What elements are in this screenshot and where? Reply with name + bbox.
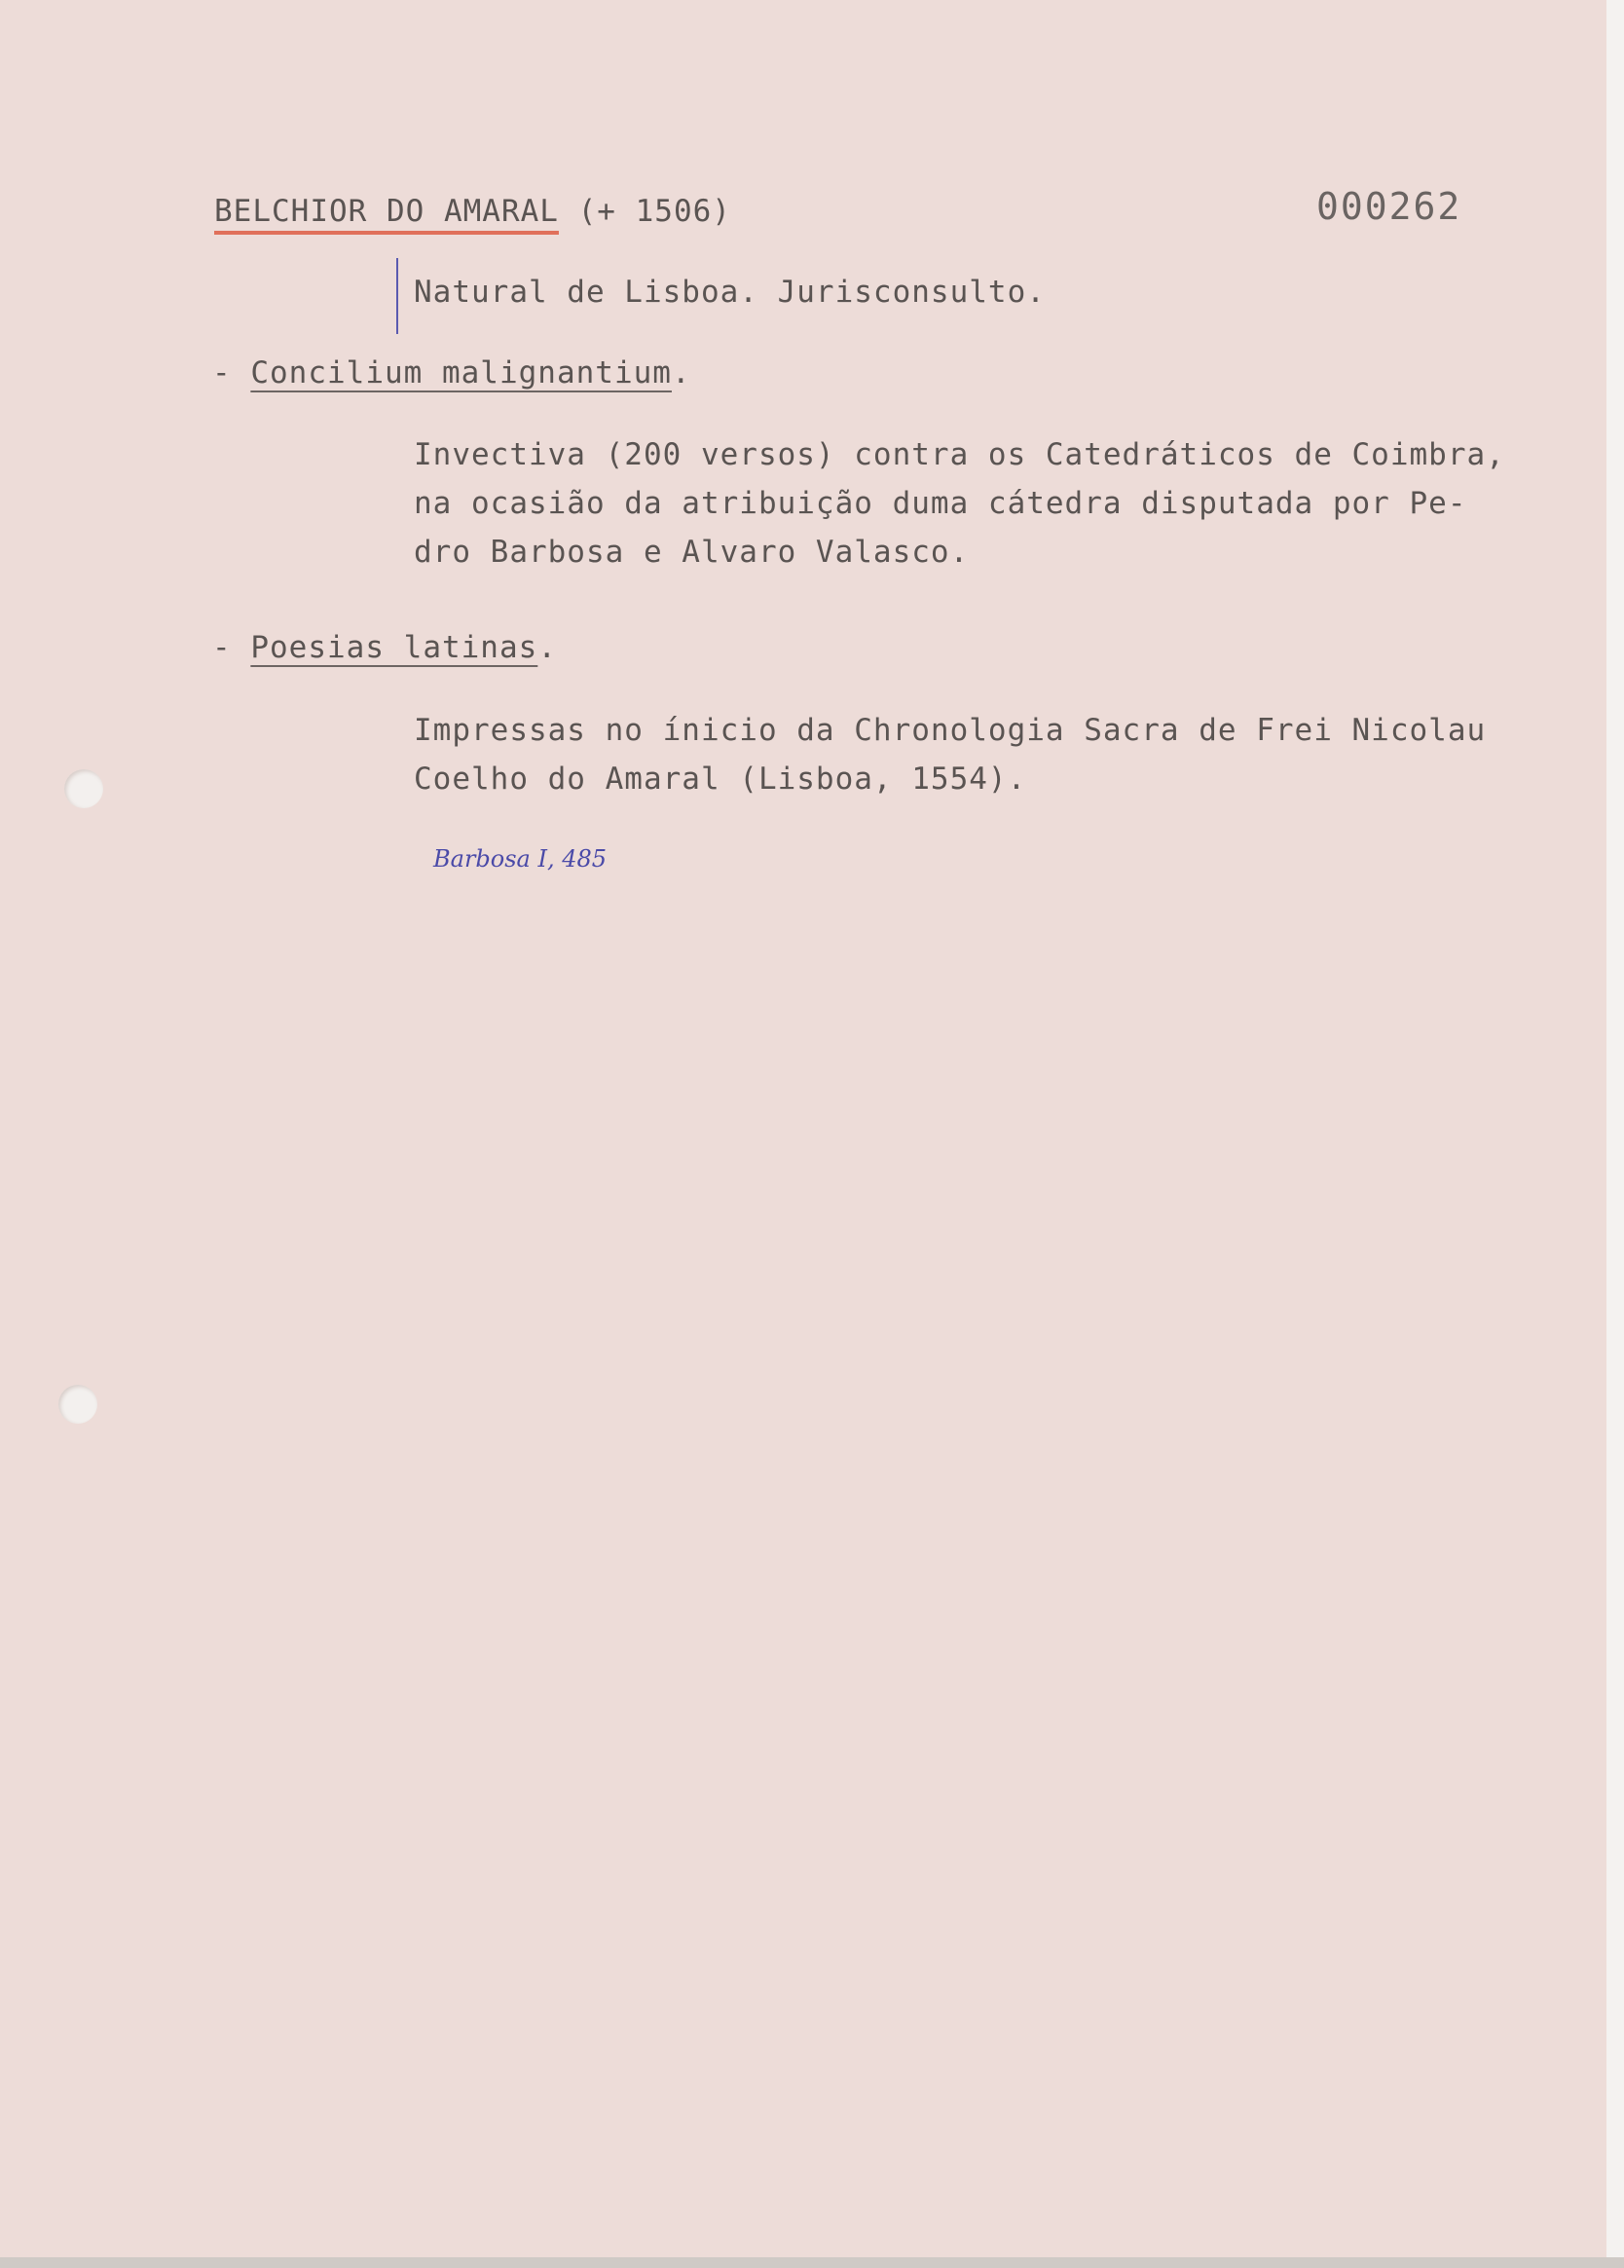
punch-hole-bottom <box>58 1385 97 1424</box>
header-line <box>214 187 731 236</box>
work-1-desc-line-1: Invectiva (200 versos) contra os Catedráticos de Coimbra, <box>414 437 1505 472</box>
work-2-desc-line-2: Coelho do Amaral (Lisboa, 1554). <box>414 762 1027 797</box>
work-2-desc-line-1: Impressas no ínicio da Chronologia Sacra de Frei Nicolau <box>414 713 1487 748</box>
work-1-dash: - <box>212 355 232 390</box>
handwritten-reference: Barbosa I, 485 <box>433 845 608 873</box>
paper-bottom-edge <box>0 2257 1624 2268</box>
work-1-punct: . <box>671 355 691 390</box>
work-1-desc-line-3: dro Barbosa e Alvaro Valasco. <box>414 535 970 570</box>
paper-right-edge <box>1606 0 1624 2268</box>
author-dates: (+ 1506) <box>577 194 731 229</box>
work-1-heading <box>212 349 691 397</box>
work-1-title: Concilium malignantium <box>250 355 672 390</box>
margin-mark <box>396 258 398 334</box>
bio-line: Natural de Lisboa. Jurisconsulto. <box>414 275 1046 310</box>
work-2-punct: . <box>537 630 557 665</box>
author-name: BELCHIOR DO AMARAL <box>214 194 559 229</box>
work-2-heading <box>212 623 557 672</box>
work-2-title: Poesias latinas <box>250 630 538 665</box>
punch-hole-top <box>64 769 103 808</box>
work-2-dash: - <box>212 630 232 665</box>
work-1-desc-line-2: na ocasião da atribuição duma cátedra disputada por Pe- <box>414 486 1467 521</box>
document-number: 000262 <box>1316 185 1462 228</box>
